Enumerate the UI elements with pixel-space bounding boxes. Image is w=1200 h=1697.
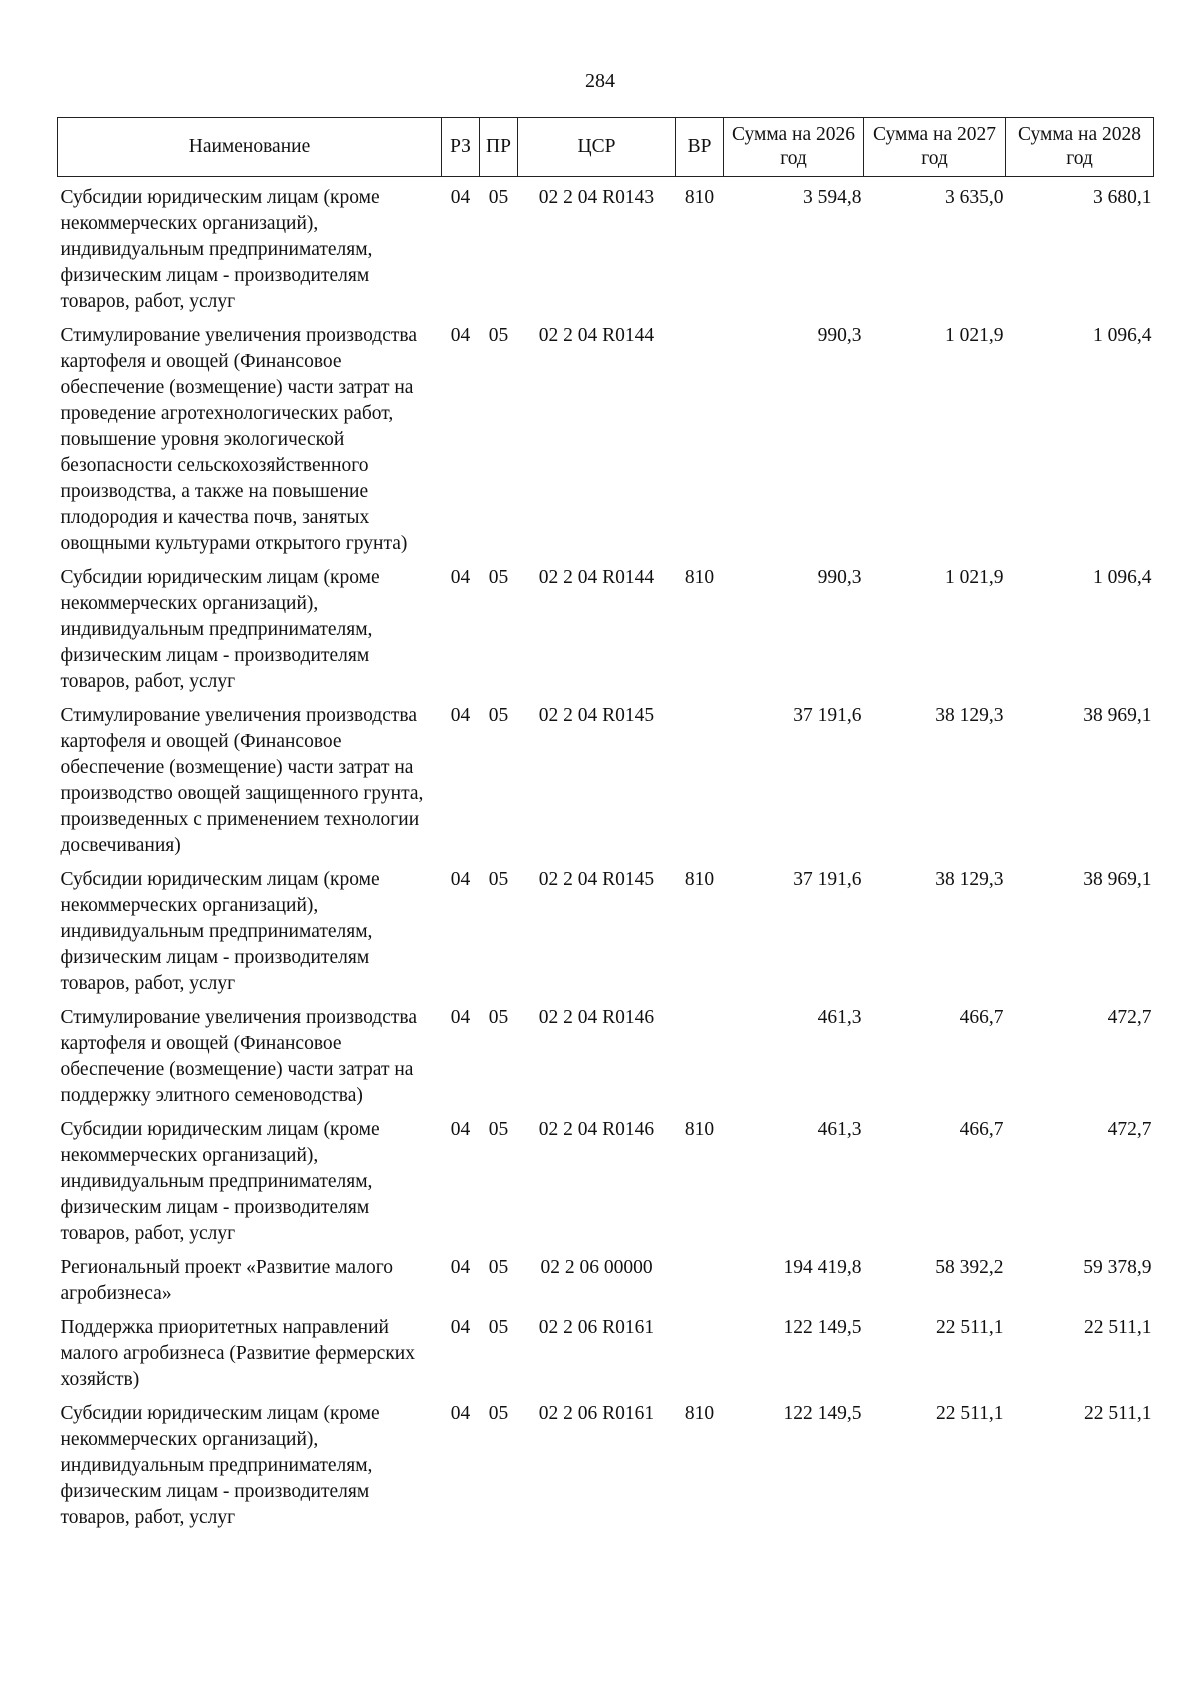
table-row bbox=[58, 703, 1154, 867]
row-sum-2026: 990,3 bbox=[817, 325, 862, 346]
row-csr: 02 2 04 R0145 bbox=[538, 705, 655, 726]
row-sum-2026: 461,3 bbox=[817, 1007, 862, 1028]
row-sum-2028: 1 096,4 bbox=[1093, 567, 1152, 588]
row-vr bbox=[676, 1315, 724, 1401]
row-rz: 04 bbox=[450, 1007, 471, 1028]
row-csr: 02 2 04 R0145 bbox=[538, 869, 655, 890]
row-rz: 04 bbox=[450, 325, 471, 346]
table-row bbox=[58, 1005, 1154, 1117]
row-rz: 04 bbox=[450, 187, 471, 208]
row-sum-2027: 466,7 bbox=[959, 1007, 1004, 1028]
row-sum-2027: 38 129,3 bbox=[935, 869, 1004, 890]
row-name: Стимулирование увеличения производства картофеля и овощей (Финансовое обеспечение (возмещение) части затрат на проведение агротехнологических работ, повышение уровня экологической безопасности сельскохозяйственного производства, а также на повышение плодородия и качества почв, занятых овощными культурами открытого грунта) bbox=[60, 325, 417, 554]
row-vr bbox=[676, 323, 724, 565]
row-sum-2026: 37 191,6 bbox=[793, 705, 862, 726]
row-name: Стимулирование увеличения производства картофеля и овощей (Финансовое обеспечение (возмещение) части затрат на поддержку элитного семеноводства) bbox=[60, 1007, 417, 1106]
row-name: Стимулирование увеличения производства картофеля и овощей (Финансовое обеспечение (возмещение) части затрат на производство овощей защищенного грунта, произведенных с применением технологии досвечивания) bbox=[60, 705, 424, 856]
row-pr: 05 bbox=[488, 1403, 509, 1424]
row-pr: 05 bbox=[488, 187, 509, 208]
header-row bbox=[58, 118, 1154, 177]
row-pr: 05 bbox=[488, 567, 509, 588]
table-row bbox=[58, 1255, 1154, 1315]
header-csr: ЦСР bbox=[518, 118, 676, 177]
row-csr: 02 2 04 R0146 bbox=[538, 1119, 655, 1140]
row-vr: 810 bbox=[684, 869, 715, 890]
row-pr: 05 bbox=[488, 1317, 509, 1338]
row-pr: 05 bbox=[488, 705, 509, 726]
row-vr: 810 bbox=[684, 567, 715, 588]
row-sum-2026: 461,3 bbox=[817, 1119, 862, 1140]
row-csr: 02 2 04 R0146 bbox=[538, 1007, 655, 1028]
table-row bbox=[58, 1315, 1154, 1401]
table-header bbox=[58, 118, 1154, 177]
row-sum-2028: 22 511,1 bbox=[1083, 1403, 1152, 1424]
table-row bbox=[58, 1117, 1154, 1255]
row-sum-2028: 59 378,9 bbox=[1083, 1257, 1152, 1278]
budget-table bbox=[57, 117, 1154, 1539]
row-sum-2027: 466,7 bbox=[959, 1119, 1004, 1140]
header-name: Наименование bbox=[58, 118, 442, 177]
table-row bbox=[58, 867, 1154, 1005]
row-rz: 04 bbox=[450, 1403, 471, 1424]
row-vr bbox=[676, 1255, 724, 1315]
row-pr: 05 bbox=[488, 1119, 509, 1140]
row-sum-2028: 38 969,1 bbox=[1083, 869, 1152, 890]
row-sum-2028: 3 680,1 bbox=[1093, 187, 1152, 208]
row-rz: 04 bbox=[450, 705, 471, 726]
table-row bbox=[58, 177, 1154, 324]
row-sum-2027: 22 511,1 bbox=[935, 1403, 1004, 1424]
row-vr bbox=[676, 703, 724, 867]
header-vr: ВР bbox=[676, 118, 724, 177]
table-body bbox=[58, 177, 1154, 1540]
row-rz: 04 bbox=[450, 869, 471, 890]
row-name: Субсидии юридическим лицам (кроме некоммерческих организаций), индивидуальным предпринимателям, физическим лицам - производителям товаров, работ, услуг bbox=[60, 187, 380, 312]
row-sum-2027: 1 021,9 bbox=[945, 567, 1004, 588]
row-name: Субсидии юридическим лицам (кроме некоммерческих организаций), индивидуальным предпринимателям, физическим лицам - производителям товаров, работ, услуг bbox=[60, 1119, 380, 1244]
page-number: 284 bbox=[585, 70, 615, 92]
row-name: Субсидии юридическим лицам (кроме некоммерческих организаций), индивидуальным предпринимателям, физическим лицам - производителям товаров, работ, услуг bbox=[60, 567, 380, 692]
row-name: Региональный проект «Развитие малого агробизнеса» bbox=[60, 1257, 393, 1304]
row-sum-2026: 3 594,8 bbox=[803, 187, 862, 208]
header-sum-2028: Сумма на 2028 год bbox=[1006, 118, 1154, 177]
row-sum-2028: 472,7 bbox=[1107, 1119, 1152, 1140]
row-pr: 05 bbox=[488, 869, 509, 890]
row-vr bbox=[676, 1005, 724, 1117]
row-name: Поддержка приоритетных направлений малого агробизнеса (Развитие фермерских хозяйств) bbox=[60, 1317, 415, 1390]
row-rz: 04 bbox=[450, 1317, 471, 1338]
row-sum-2028: 472,7 bbox=[1107, 1007, 1152, 1028]
row-csr: 02 2 06 R0161 bbox=[538, 1317, 655, 1338]
row-pr: 05 bbox=[488, 1007, 509, 1028]
row-csr: 02 2 04 R0144 bbox=[538, 567, 655, 588]
table-row bbox=[58, 323, 1154, 565]
row-sum-2027: 58 392,2 bbox=[935, 1257, 1004, 1278]
row-rz: 04 bbox=[450, 1119, 471, 1140]
row-sum-2026: 37 191,6 bbox=[793, 869, 862, 890]
row-sum-2028: 38 969,1 bbox=[1083, 705, 1152, 726]
header-pr: ПР bbox=[480, 118, 518, 177]
row-csr: 02 2 06 R0161 bbox=[538, 1403, 655, 1424]
row-pr: 05 bbox=[488, 325, 509, 346]
row-vr: 810 bbox=[684, 1119, 715, 1140]
row-name: Субсидии юридическим лицам (кроме некоммерческих организаций), индивидуальным предпринимателям, физическим лицам - производителям товаров, работ, услуг bbox=[60, 1403, 380, 1528]
row-csr: 02 2 06 00000 bbox=[540, 1257, 653, 1278]
row-sum-2026: 194 419,8 bbox=[783, 1257, 862, 1278]
row-sum-2027: 1 021,9 bbox=[945, 325, 1004, 346]
row-sum-2026: 122 149,5 bbox=[783, 1317, 862, 1338]
row-sum-2026: 990,3 bbox=[817, 567, 862, 588]
row-sum-2027: 38 129,3 bbox=[935, 705, 1004, 726]
row-vr: 810 bbox=[684, 1403, 715, 1424]
row-name: Субсидии юридическим лицам (кроме некоммерческих организаций), индивидуальным предпринимателям, физическим лицам - производителям товаров, работ, услуг bbox=[60, 869, 380, 994]
row-sum-2027: 3 635,0 bbox=[945, 187, 1004, 208]
row-sum-2027: 22 511,1 bbox=[935, 1317, 1004, 1338]
header-sum-2026: Сумма на 2026 год bbox=[724, 118, 864, 177]
table-row bbox=[58, 1401, 1154, 1539]
row-sum-2026: 122 149,5 bbox=[783, 1403, 862, 1424]
header-rz: РЗ bbox=[442, 118, 480, 177]
row-rz: 04 bbox=[450, 567, 471, 588]
table-row bbox=[58, 565, 1154, 703]
row-sum-2028: 22 511,1 bbox=[1083, 1317, 1152, 1338]
row-csr: 02 2 04 R0144 bbox=[538, 325, 655, 346]
row-rz: 04 bbox=[450, 1257, 471, 1278]
row-pr: 05 bbox=[488, 1257, 509, 1278]
row-csr: 02 2 04 R0143 bbox=[538, 187, 655, 208]
header-sum-2027: Сумма на 2027 год bbox=[864, 118, 1006, 177]
row-sum-2028: 1 096,4 bbox=[1093, 325, 1152, 346]
row-vr: 810 bbox=[684, 187, 715, 208]
